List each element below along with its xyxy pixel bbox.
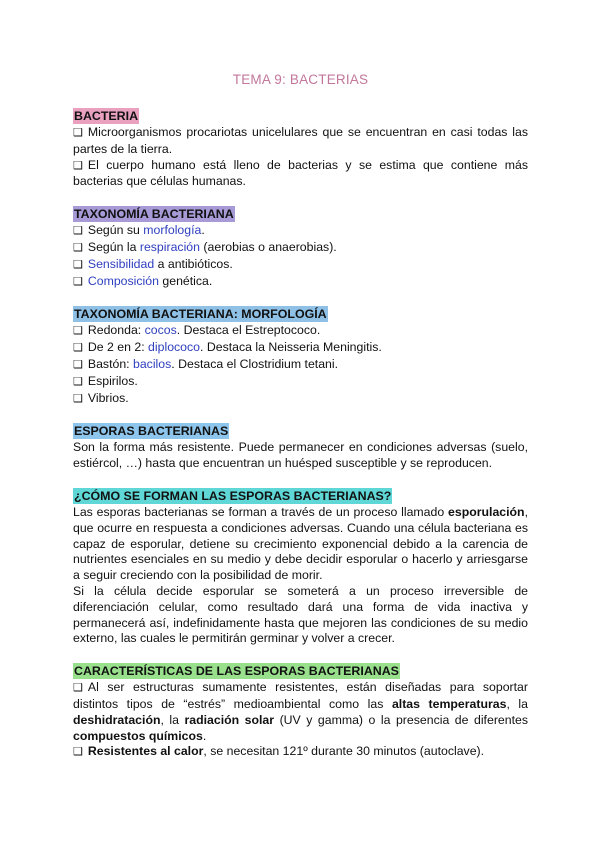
list-item: ❑ Bastón: bacilos. Destaca el Clostridium tetani. <box>73 356 339 371</box>
checkbox-bullet-icon: ❑ <box>73 358 83 371</box>
list-item: ❑ El cuerpo humano está lleno de bacterias y se estima que contiene más bacterias que células humanas. <box>73 157 528 189</box>
list-item: ❑ Espirilos. <box>73 373 138 388</box>
checkbox-bullet-icon: ❑ <box>73 127 83 139</box>
list-item: ❑ Resistentes al calor, se necesitan 121º durante 30 minutos (autoclave). <box>73 744 485 759</box>
paragraph: Son la forma más resistente. Puede permanecer en condiciones adversas (suelo, estiércol, …) hasta que encuentran un huésped susceptible y se reproducen. <box>73 440 528 471</box>
section-heading: TAXONOMÍA BACTERIANA <box>74 207 234 222</box>
section-como-se-forman <box>73 487 528 647</box>
list-item: ❑ De 2 en 2: diplococo. Destaca la Neisseria Meningitis. <box>73 340 382 355</box>
section-taxonomia <box>73 205 528 290</box>
section-heading: CARACTERÍSTICAS DE LAS ESPORAS BACTERIANAS <box>74 664 399 679</box>
list-item: ❑ Microorganismos procariotas unicelulares que se encuentran en casi todas las partes de la tierra. <box>73 125 528 156</box>
page-title: TEMA 9: BACTERIAS <box>232 72 369 87</box>
checkbox-bullet-icon: ❑ <box>73 241 83 254</box>
paragraph: Las esporas bacterianas se forman a través de un proceso llamado esporulación, que ocurre en respuesta a condiciones adversas. Cuando una célula bacteriana es capaz de esporular, detiene su crecimiento exponencial debido a la carencia de nutrientes esenciales en su medio y debe decidir esporular o hacerlo y arriesgarse a seguir creciendo con la posibilidad de morir. <box>73 504 528 583</box>
list-item: ❑ Al ser estructuras sumamente resistentes, están diseñadas para soportar distintos tipos de “estrés” medioambiental como las altas temperaturas, la deshidratación, la radiación solar (UV y gamma) o la presencia de diferentes compuestos químicos. <box>73 680 528 743</box>
checkbox-bullet-icon: ❑ <box>73 375 83 388</box>
checkbox-bullet-icon: ❑ <box>73 342 83 355</box>
section-bacteria <box>73 107 528 190</box>
section-esporas <box>73 422 528 472</box>
checkbox-bullet-icon: ❑ <box>73 225 83 238</box>
section-heading: BACTERIA <box>74 109 139 123</box>
checkbox-bullet-icon: ❑ <box>73 159 83 172</box>
paragraph: Si la célula decide esporular se someterá a un proceso irreversible de diferenciación celular, como resultado dará una forma de vida inactiva y permanecerá así, indefinidamente hasta que mejoren las condiciones de su medio externo, las cuales le permitirán germinar y volver a crecer. <box>73 583 528 646</box>
checkbox-bullet-icon: ❑ <box>73 682 83 695</box>
list-item: ❑ Redonda: cocos. Destaca el Estreptococo. <box>73 323 321 338</box>
checkbox-bullet-icon: ❑ <box>73 275 83 288</box>
list-item: ❑ Sensibilidad a antibióticos. <box>73 256 233 271</box>
section-heading: ¿CÓMO SE FORMAN LAS ESPORAS BACTERIANAS? <box>74 488 392 503</box>
checkbox-bullet-icon: ❑ <box>73 258 83 271</box>
list-item: ❑ Composición genética. <box>73 273 213 288</box>
section-caracteristicas <box>73 662 528 761</box>
section-heading: ESPORAS BACTERIANAS <box>74 424 229 439</box>
list-item: ❑ Según la respiración (aerobias o anaerobias). <box>73 239 337 254</box>
section-heading: TAXONOMÍA BACTERIANA: MORFOLOGÍA <box>74 307 327 322</box>
section-morfologia <box>73 305 528 407</box>
list-item: ❑ Vibrios. <box>73 390 129 405</box>
checkbox-bullet-icon: ❑ <box>73 325 83 338</box>
list-item: ❑ Según su morfología. <box>73 223 205 238</box>
checkbox-bullet-icon: ❑ <box>73 746 83 759</box>
checkbox-bullet-icon: ❑ <box>73 392 83 405</box>
